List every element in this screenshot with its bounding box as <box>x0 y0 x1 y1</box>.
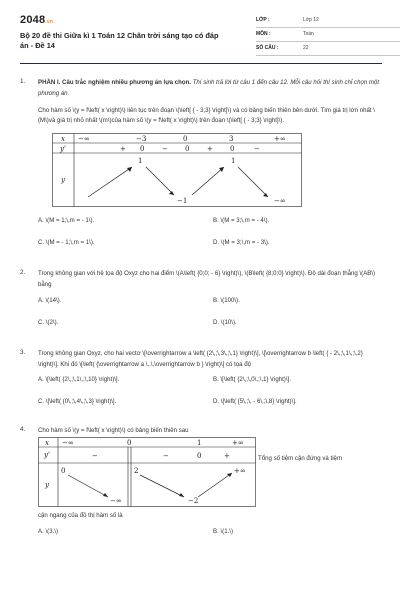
y-value: −∞ <box>110 497 122 506</box>
option-letter: C. <box>38 398 45 406</box>
x-value: +∞ <box>274 135 286 144</box>
header-divider <box>20 63 382 64</box>
part-instruction: Thí sinh trả lời từ câu 1 đến câu 12. Mỗi câu hỏi thí sinh chỉ chọn một phương án. <box>38 79 380 97</box>
option-letter: B. <box>213 376 219 384</box>
question-2 <box>20 269 382 335</box>
sign: + <box>224 452 230 461</box>
yprime-label: y' <box>60 145 66 154</box>
sign: + <box>207 145 213 154</box>
meta-panel <box>256 14 400 56</box>
y-value: −1 <box>177 197 188 206</box>
option-letter: D. <box>213 239 220 247</box>
x-value: 0 <box>183 135 188 144</box>
option-a[interactable] <box>38 376 119 383</box>
x-value: 0 <box>127 439 132 448</box>
x-label: x <box>61 135 65 144</box>
option-letter: B. <box>213 527 219 535</box>
sign: − <box>162 145 168 154</box>
option-c[interactable] <box>38 398 116 405</box>
question-number: 1. <box>20 78 26 85</box>
y-value: 1 <box>231 157 236 166</box>
meta-value: Toán <box>303 31 314 37</box>
option-c[interactable] <box>38 239 95 246</box>
y-value: −2 <box>188 497 199 506</box>
option-letter: C. <box>38 239 45 247</box>
x-value: 3 <box>229 135 234 144</box>
question-text <box>38 78 382 100</box>
option-letter: C. <box>38 318 45 326</box>
option-b[interactable] <box>213 217 269 224</box>
option-b[interactable] <box>213 297 240 304</box>
option-text: \(M = 3;\,m = - 3\). <box>220 239 270 247</box>
x-value: 1 <box>197 439 202 448</box>
y-value: +∞ <box>234 467 246 476</box>
sign: 0 <box>197 452 202 461</box>
meta-key: SỐ CÂU : <box>256 45 279 51</box>
question-number: 4. <box>20 426 26 434</box>
meta-key: LỚP : <box>256 17 270 23</box>
meta-value: Lớp 12 <box>303 17 319 23</box>
option-d[interactable] <box>213 319 237 326</box>
option-letter: D. <box>213 318 220 326</box>
option-letter: B. <box>213 296 219 304</box>
option-b[interactable] <box>213 376 291 383</box>
meta-value: 22 <box>303 45 309 51</box>
meta-row-count <box>256 42 400 56</box>
answer-options <box>38 522 382 544</box>
sign: − <box>254 145 260 154</box>
option-b[interactable] <box>213 528 233 535</box>
y-value: 0 <box>61 467 66 476</box>
variation-table-4 <box>38 437 256 507</box>
option-c[interactable] <box>38 319 58 326</box>
option-text: \[\left( {0\,;\,4\,;\,3} \right)\]. <box>45 398 117 406</box>
yprime-label: y' <box>44 451 50 460</box>
logo-suffix: .vn <box>45 19 54 25</box>
option-text: \[\left( {5\,;\, - 6\,;\,8} \right)\]. <box>220 398 297 406</box>
answer-options <box>38 211 382 255</box>
option-text: \[\left( {2\,;\,0\,;\,1} \right)\]. <box>220 376 291 384</box>
y-value: 2 <box>134 467 139 476</box>
sign: 0 <box>140 145 145 154</box>
option-text: \(100\). <box>220 296 240 304</box>
option-d[interactable] <box>213 398 297 405</box>
y-label: y <box>61 176 65 185</box>
sign: 0 <box>185 145 190 154</box>
document-header <box>20 14 382 58</box>
x-value: −∞ <box>62 439 74 448</box>
x-value: −∞ <box>78 135 90 144</box>
question-number: 2. <box>20 269 26 277</box>
option-text: \(1.\) <box>220 527 233 535</box>
option-letter: A. <box>38 296 44 304</box>
sign: − <box>92 452 98 461</box>
question-number: 3. <box>20 348 26 356</box>
option-text: \(14\). <box>45 296 62 304</box>
option-text: \(M = - 1;\,m = 1\). <box>45 239 95 247</box>
answer-options <box>38 291 382 335</box>
exam-content <box>20 78 382 544</box>
y-label: y <box>45 481 49 490</box>
x-label: x <box>45 439 49 448</box>
option-letter: D. <box>213 398 220 406</box>
option-a[interactable] <box>38 528 58 535</box>
option-letter: A. <box>38 217 44 225</box>
option-letter: A. <box>38 527 44 535</box>
option-text: \(M = 1;\,m = - 1\). <box>45 217 95 225</box>
part-title: PHẦN I. Câu trắc nghiệm nhiều phương án lựa chọn. <box>38 79 191 86</box>
y-value: −∞ <box>274 197 286 206</box>
question-body: Cho hàm số \(y = f\left( x \right)\) liên tục trên đoạn \(\left[ { - 3;3} \right]\) và có bảng biến thiên bên dưới. Tìm giá trị lớn nhất \(M\)và giá trị nhỏ nhất \(m\)của hàm số \(y = f\left( x \right)\) trên đoạn \(\left[ { - 3;3} \right]\). <box>38 106 375 125</box>
x-value: −3 <box>136 135 147 144</box>
variation-table-1 <box>52 133 302 207</box>
option-a[interactable] <box>38 297 61 304</box>
option-letter: A. <box>38 376 44 384</box>
sign: − <box>163 452 169 461</box>
meta-row-subject <box>256 28 400 42</box>
answer-options <box>38 370 382 414</box>
option-text: \(2\). <box>45 318 59 326</box>
site-logo[interactable] <box>20 14 53 26</box>
document-title: Bộ 20 đề thi Giữa kì 1 Toán 12 Chân trời sáng tạo có đáp án - Đề 14 <box>20 31 219 50</box>
question-body: Cho hàm số \(y = f\left( x \right)\) có bảng biến thiên sau <box>38 427 189 435</box>
y-value: 1 <box>138 157 143 166</box>
option-d[interactable] <box>213 239 270 246</box>
option-text: \(10\). <box>220 318 237 326</box>
option-text: \(M = 3;\,m = - 4\). <box>220 217 270 225</box>
question-3 <box>20 349 382 415</box>
question-side-text: Tổng số tiệm cận đứng và tiệm <box>258 455 343 463</box>
option-a[interactable] <box>38 217 94 224</box>
meta-key: MÔN : <box>256 31 271 37</box>
option-text: \(3.\) <box>45 527 58 535</box>
question-body: Trong không gian Oxyz, cho hai vectơ \[\overrightarrow a \left( {2\,;\,3\,;\,1} \right)\], \[\overrightarrow b \left( { - 2\,;\,1\,;\,2} \right)\]. Khi đó \[\left( {\overrightarrow a \,.\,\overrightarrow b } \right)\] có tọa độ <box>38 349 363 368</box>
question-1 <box>20 78 382 255</box>
option-text: \[\left( {2\,;\,1\,;\,10} \right)\]. <box>45 376 120 384</box>
question-4 <box>20 426 382 544</box>
x-value: +∞ <box>232 439 244 448</box>
sign: 0 <box>230 145 235 154</box>
sign: + <box>120 145 126 154</box>
meta-row-class <box>256 14 400 28</box>
question-body: Trong không gian với hệ tọa độ Oxyz cho hai điểm \(A\left( {0;0; - 6} \right)\), \(B\left( {8;0;0} \right)\). Độ dài đoạn thẳng \(AB\) bằng <box>38 270 376 288</box>
option-letter: B. <box>213 217 219 225</box>
logo-main: 2048 <box>20 14 46 26</box>
question-body-continued: cận ngang của đồ thị hàm số là <box>38 512 123 520</box>
